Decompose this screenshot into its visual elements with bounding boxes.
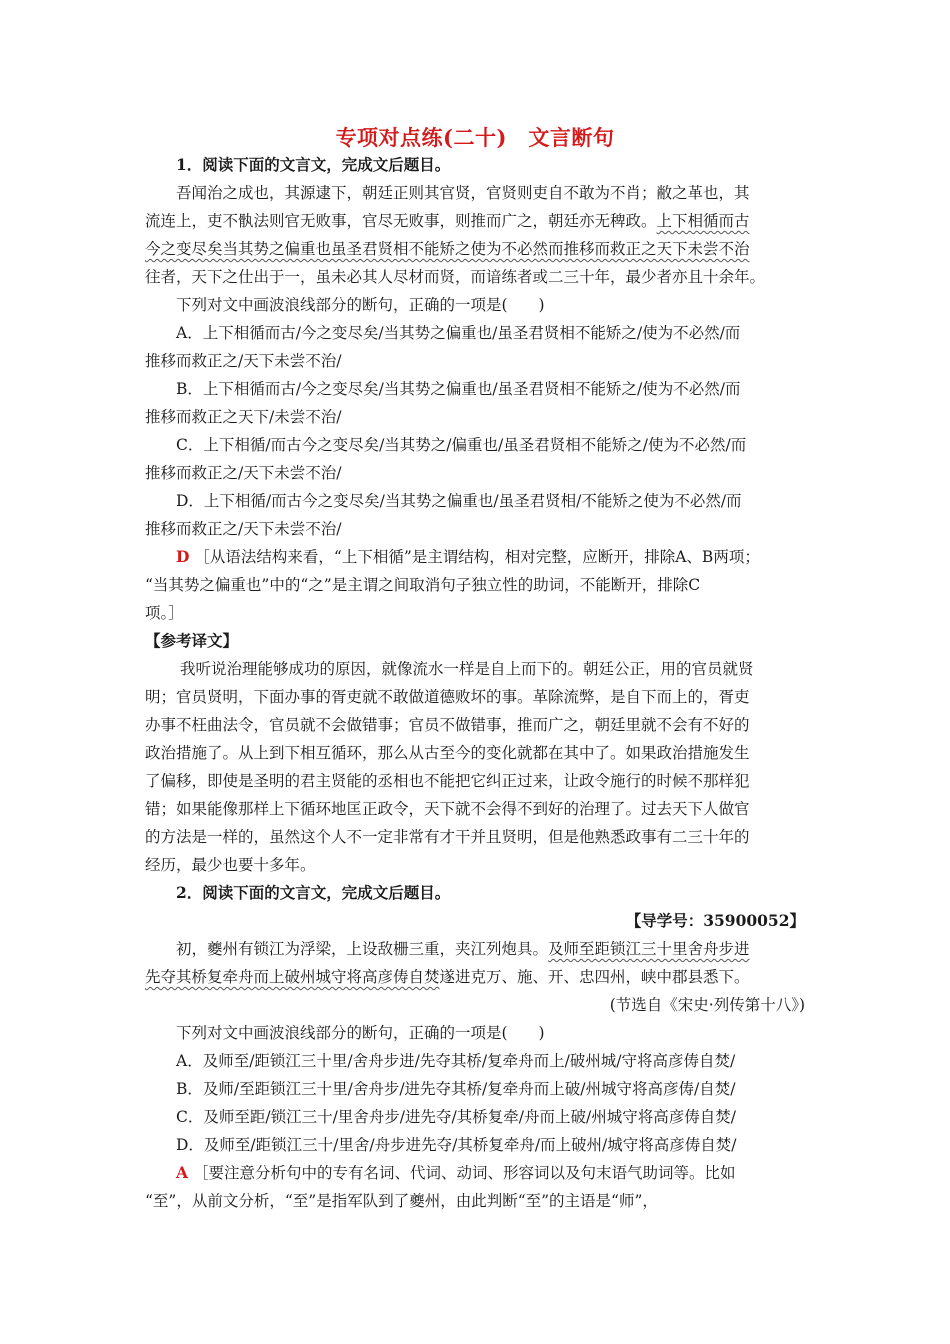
translation-line: 明；官员贤明，下面办事的胥吏就不敢做道德败坏的事。革除流弊，是自下而上的，胥吏	[145, 688, 750, 706]
q1-option-d-cont: 推移而救正之/天下未尝不治/	[145, 520, 342, 538]
q2-explanation-line: “至”，从前文分析，“至”是指军队到了夔州，由此判断“至”的主语是“师”，	[145, 1192, 658, 1210]
q1-option-c-cont: 推移而救正之/天下未尝不治/	[145, 464, 342, 482]
q1-passage-line: 往者，天下之仕出于一，虽未必其人尽材而贤，而谙练者或二三十年，最少者亦且十余年。	[145, 268, 766, 286]
q2-passage-text: 遂进克万、施、开、忠四州，峡中郡县悉下。	[439, 968, 750, 986]
q2-passage-line	[176, 938, 750, 960]
translation-line: 错；如果能像那样上下循环地匡正政令，天下就不会得不到好的治理了。过去天下人做官	[145, 800, 750, 818]
q1-answer-letter: D	[176, 547, 190, 566]
q2-passage-text: 初，夔州有锁江为浮梁，上设敌栅三重，夹江列炮具。	[176, 940, 549, 958]
q1-question: 下列对文中画波浪线部分的断句，正确的一项是( )	[176, 296, 545, 314]
q2-explanation-text: ［要注意分析句中的专有名词、代词、动词、形容词以及句末语气助词等。比如	[192, 1164, 736, 1182]
q2-option-d: D．及师至/距锁江三十/里舍/舟步进先夺/其桥复牵舟/而上破州/城守将高彦俦自焚/	[176, 1136, 737, 1154]
guide-number: 【导学号：35900052】	[625, 911, 805, 930]
q2-option-b: B．及师/至距锁江三十里/舍舟步/进先夺其桥/复牵舟而上破/州城守将高彦俦/自焚/	[176, 1080, 736, 1098]
reference-translation-label: 【参考译文】	[145, 631, 239, 650]
q1-passage-line	[145, 210, 750, 232]
q1-passage-line: 吾闻治之成也，其源逮下，朝廷正则其官贤，官贤则吏自不敢为不肖；敝之革也，其	[176, 184, 750, 202]
q1-option-b-cont: 推移而救正之天下/未尝不治/	[145, 408, 342, 426]
q2-question: 下列对文中画波浪线部分的断句，正确的一项是( )	[176, 1024, 545, 1042]
q1-prompt: 1．阅读下面的文言文，完成文后题目。	[176, 155, 451, 174]
translation-line: 了偏移，即使是圣明的君主贤能的丞相也不能把它纠正过来，让政令施行的时候不那样犯	[145, 772, 750, 790]
q2-source: (节选自《宋史·列传第十八》)	[609, 996, 805, 1014]
q2-prompt: 2．阅读下面的文言文，完成文后题目。	[176, 883, 451, 902]
q1-option-b: B．上下相循而古/今之变尽矣/当其势之偏重也/虽圣君贤相不能矫之/使为不必然/而	[176, 380, 741, 398]
q1-option-a-cont: 推移而救正之/天下未尝不治/	[145, 352, 342, 370]
q1-explanation-line: 项。］	[145, 604, 184, 622]
q2-option-c: C．及师至距/锁江三十/里舍舟步/进先夺/其桥复牵/舟而上破/州城守将高彦俦自焚/	[176, 1108, 736, 1126]
q1-wavy-segment: 今之变尽矣当其势之偏重也虽圣君贤相不能矫之使为不必然而推移而救正之天下未尝不治	[145, 240, 750, 258]
q2-answer-letter: A	[176, 1163, 189, 1182]
translation-line: 办事不枉曲法令，官员就不会做错事；官员不做错事，推而广之，朝廷里就不会有不好的	[145, 716, 750, 734]
q2-explanation-line	[176, 1162, 735, 1184]
translation-line: 经历，最少也要十多年。	[145, 856, 316, 874]
q1-explanation-text: ［从语法结构来看，“上下相循”是主谓结构，相对完整，应断开，排除A、B两项；	[194, 548, 760, 566]
page-title: 专项对点练(二十) 文言断句	[335, 125, 615, 150]
translation-line: 政治措施了。从上到下相互循环，那么从古至今的变化就都在其中了。如果政治措施发生	[145, 744, 750, 762]
q1-explanation-line	[176, 546, 760, 568]
q1-explanation-line: “当其势之偏重也”中的“之”是主谓之间取消句子独立性的助词，不能断开，排除C	[145, 576, 701, 594]
q2-option-a: A．及师至/距锁江三十里/舍舟步进/先夺其桥/复牵舟而上/破州城/守将高彦俦自焚/	[176, 1052, 736, 1070]
q1-option-c: C．上下相循/而古今之变尽矣/当其势之/偏重也/虽圣君贤相不能矫之/使为不必然/而	[176, 436, 747, 454]
q1-passage-line	[145, 238, 750, 260]
q1-option-a: A．上下相循而古/今之变尽矣/当其势之偏重也/虽圣君贤相不能矫之/使为不必然/而	[176, 324, 741, 342]
translation-line: 我听说治理能够成功的原因，就像流水一样是自上而下的。朝廷公正，用的官员就贤	[180, 660, 754, 678]
q1-passage-text: 流连上，吏不骫法则官无败事，官尽无败事，则推而广之，朝廷亦无稗政。	[145, 212, 657, 230]
q1-option-d: D．上下相循/而古今之变尽矣/当其势之偏重也/虽圣君贤相/不能矫之使为不必然/而	[176, 492, 742, 510]
q2-wavy-segment: 及师至距锁江三十里舍舟步进	[548, 940, 750, 958]
q1-wavy-segment: 上下相循而古	[656, 212, 750, 230]
q2-passage-line	[145, 966, 750, 988]
q2-wavy-segment: 先夺其桥复牵舟而上破州城守将高彦俦自焚	[145, 968, 440, 986]
translation-line: 的方法是一样的，虽然这个人不一定非常有才干并且贤明，但是他熟悉政事有二三十年的	[145, 828, 750, 846]
